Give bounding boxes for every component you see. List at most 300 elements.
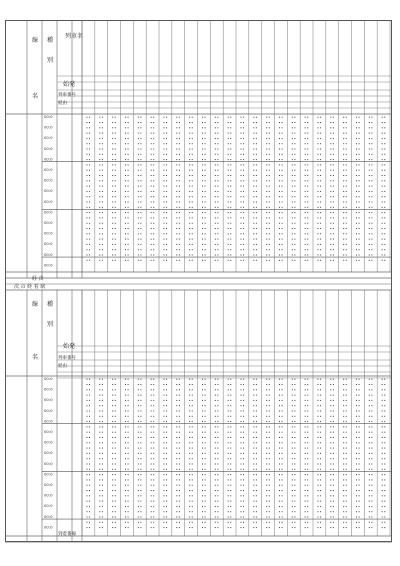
dot-cell [307, 389, 308, 390]
dot-cell [294, 411, 295, 412]
dot-cell [330, 143, 331, 144]
dot-cell [89, 143, 90, 144]
dot-cell [320, 117, 321, 118]
dot-cell [266, 143, 267, 144]
dot-cell [384, 196, 385, 197]
dot-cell [343, 389, 344, 390]
dot-cell [294, 186, 295, 187]
dot-cell [330, 180, 331, 181]
dot-cell [99, 485, 100, 486]
dot-cell [112, 233, 113, 234]
dot-cell [217, 191, 218, 192]
dot-cell [215, 180, 216, 181]
dot-cell [128, 426, 129, 427]
dot-cell [176, 384, 177, 385]
dot-cell [205, 207, 206, 208]
dot-cell [89, 175, 90, 176]
dot-cell [356, 485, 357, 486]
dot-cell [151, 405, 152, 406]
dot-cell [294, 474, 295, 475]
dot-cell [240, 405, 241, 406]
dot-cell [256, 159, 257, 160]
dot-cell [307, 495, 308, 496]
dot-cell [99, 196, 100, 197]
dot-cell [102, 469, 103, 470]
dot-cell [153, 207, 154, 208]
dot-cell [305, 448, 306, 449]
dot-cell [153, 154, 154, 155]
dot-cell [240, 159, 241, 160]
dot-cell [176, 411, 177, 412]
dot-cell [99, 517, 100, 518]
dot-cell [371, 405, 372, 406]
dot-cell [112, 212, 113, 213]
dot-cell [128, 127, 129, 128]
dot-cell [205, 474, 206, 475]
dot-cell [333, 421, 334, 422]
time-label: 00:0 [44, 460, 53, 466]
dot-cell [179, 159, 180, 160]
dot-cell [86, 416, 87, 417]
dot-cell [282, 469, 283, 470]
dot-cell [166, 517, 167, 518]
dot-cell [176, 400, 177, 401]
dot-cell [356, 432, 357, 433]
dot-cell [228, 207, 229, 208]
dot-cell [112, 223, 113, 224]
dot-cell [333, 400, 334, 401]
dot-cell [151, 474, 152, 475]
dot-cell [305, 207, 306, 208]
dot-cell [179, 239, 180, 240]
dot-cell [217, 517, 218, 518]
time-label: 00:0 [44, 524, 53, 530]
dot-cell [253, 458, 254, 459]
dot-cell [292, 384, 293, 385]
dot-cell [320, 495, 321, 496]
dot-cell [343, 180, 344, 181]
dot-cell [230, 453, 231, 454]
dot-cell [163, 260, 164, 261]
dot-cell [153, 400, 154, 401]
dot-cell [192, 196, 193, 197]
dot-cell [125, 485, 126, 486]
dot-cell [330, 400, 331, 401]
dot-cell [359, 138, 360, 139]
dot-cell [266, 228, 267, 229]
dot-cell [320, 426, 321, 427]
dot-cell [86, 395, 87, 396]
dot-cell [166, 154, 167, 155]
dot-cell [125, 416, 126, 417]
dot-cell [307, 249, 308, 250]
dot-cell [112, 400, 113, 401]
dot-cell [99, 405, 100, 406]
dot-cell [320, 228, 321, 229]
dot-cell [320, 506, 321, 507]
dot-cell [320, 511, 321, 512]
dot-cell [256, 437, 257, 438]
dot-cell [189, 117, 190, 118]
dot-cell [115, 202, 116, 203]
dot-cell [176, 170, 177, 171]
dot-cell [292, 400, 293, 401]
dot-cell [192, 255, 193, 256]
dot-cell [243, 448, 244, 449]
dot-cell [256, 501, 257, 502]
dot-cell [292, 453, 293, 454]
dot-cell [179, 117, 180, 118]
dot-cell [192, 474, 193, 475]
dot-cell [205, 437, 206, 438]
dot-cell [269, 495, 270, 496]
dot-cell [115, 249, 116, 250]
dot-cell [125, 196, 126, 197]
dot-cell [282, 437, 283, 438]
dot-cell [205, 400, 206, 401]
dot-cell [346, 260, 347, 261]
dot-cell [343, 117, 344, 118]
dot-cell [102, 196, 103, 197]
dot-cell [215, 432, 216, 433]
dot-cell [240, 186, 241, 187]
dot-cell [292, 212, 293, 213]
dot-cell [371, 138, 372, 139]
dot-cell [86, 233, 87, 234]
dot-cell [230, 212, 231, 213]
dot-cell [215, 186, 216, 187]
dot-cell [384, 175, 385, 176]
dot-cell [294, 469, 295, 470]
dot-cell [217, 196, 218, 197]
dot-cell [192, 223, 193, 224]
dot-cell [253, 405, 254, 406]
dot-cell [189, 495, 190, 496]
dot-cell [230, 138, 231, 139]
dot-cell [266, 395, 267, 396]
dot-cell [138, 164, 139, 165]
dot-cell [202, 411, 203, 412]
dot-cell [307, 223, 308, 224]
dot-cell [230, 127, 231, 128]
dot-cell [330, 379, 331, 380]
dot-cell [320, 384, 321, 385]
dot-cell [102, 458, 103, 459]
dot-cell [215, 228, 216, 229]
dot-cell [305, 255, 306, 256]
dot-cell [163, 122, 164, 123]
dot-cell [205, 180, 206, 181]
dot-cell [371, 474, 372, 475]
dot-cell [307, 501, 308, 502]
dot-cell [371, 164, 372, 165]
dot-cell [320, 175, 321, 176]
dot-cell [163, 506, 164, 507]
dot-cell [140, 379, 141, 380]
dot-cell [317, 228, 318, 229]
dot-cell [253, 416, 254, 417]
dot-cell [102, 202, 103, 203]
dot-cell [320, 127, 321, 128]
dot-cell [256, 207, 257, 208]
dot-cell [256, 479, 257, 480]
dot-cell [89, 411, 90, 412]
dot-cell [333, 149, 334, 150]
dot-cell [330, 442, 331, 443]
dot-cell [279, 400, 280, 401]
dot-cell [102, 149, 103, 150]
dot-cell [215, 143, 216, 144]
dot-cell [359, 117, 360, 118]
dot-cell [151, 442, 152, 443]
dot-cell [343, 164, 344, 165]
dot-cell [330, 522, 331, 523]
dot-cell [346, 138, 347, 139]
dot-cell [371, 522, 372, 523]
dot-cell [215, 260, 216, 261]
dot-cell [179, 149, 180, 150]
dot-cell [128, 511, 129, 512]
dot-cell [202, 517, 203, 518]
dot-cell [128, 464, 129, 465]
dot-cell [240, 432, 241, 433]
dot-cell [128, 432, 129, 433]
dot-cell [359, 416, 360, 417]
dot-cell [215, 133, 216, 134]
dot-cell [192, 421, 193, 422]
dot-cell [305, 389, 306, 390]
dot-cell [253, 511, 254, 512]
dot-cell [279, 223, 280, 224]
dot-cell [384, 511, 385, 512]
dot-cell [253, 432, 254, 433]
dot-cell [320, 501, 321, 502]
dot-cell [189, 122, 190, 123]
dot-cell [140, 432, 141, 433]
dot-cell [330, 149, 331, 150]
dot-cell [99, 411, 100, 412]
dot-cell [163, 527, 164, 528]
dot-cell [166, 196, 167, 197]
dot-cell [153, 426, 154, 427]
dot-cell [279, 186, 280, 187]
dot-cell [102, 143, 103, 144]
dot-cell [179, 464, 180, 465]
dot-cell [253, 170, 254, 171]
dot-cell [253, 191, 254, 192]
dot-cell [356, 249, 357, 250]
dot-cell [343, 474, 344, 475]
dot-cell [317, 249, 318, 250]
dot-cell [205, 127, 206, 128]
dot-cell [384, 127, 385, 128]
dot-cell [317, 175, 318, 176]
dot-cell [384, 239, 385, 240]
dot-cell [243, 122, 244, 123]
dot-cell [176, 249, 177, 250]
dot-cell [138, 170, 139, 171]
dot-cell [343, 170, 344, 171]
dot-cell [305, 474, 306, 475]
dot-cell [371, 506, 372, 507]
dot-cell [112, 239, 113, 240]
dot-cell [307, 143, 308, 144]
dot-cell [307, 186, 308, 187]
dot-cell [384, 458, 385, 459]
dot-cell [176, 464, 177, 465]
dot-cell [330, 217, 331, 218]
dot-cell [371, 479, 372, 480]
dot-cell [356, 448, 357, 449]
dot-cell [176, 212, 177, 213]
dot-cell [86, 511, 87, 512]
dot-cell [240, 474, 241, 475]
dot-cell [359, 180, 360, 181]
dot-cell [282, 389, 283, 390]
dot-cell [102, 411, 103, 412]
dot-cell [369, 495, 370, 496]
dot-cell [292, 228, 293, 229]
dot-cell [256, 432, 257, 433]
dot-cell [320, 464, 321, 465]
time-label: 00:0 [44, 145, 53, 151]
dot-cell [243, 426, 244, 427]
dot-cell [192, 164, 193, 165]
line-label: 線 [32, 37, 39, 44]
dot-cell [292, 117, 293, 118]
dot-cell [333, 249, 334, 250]
dot-cell [166, 138, 167, 139]
dot-cell [128, 485, 129, 486]
dot-cell [346, 228, 347, 229]
dot-cell [217, 453, 218, 454]
dot-cell [205, 122, 206, 123]
dot-cell [333, 495, 334, 496]
dot-cell [112, 164, 113, 165]
dot-cell [294, 501, 295, 502]
dot-cell [279, 379, 280, 380]
dot-cell [228, 479, 229, 480]
dot-cell [228, 239, 229, 240]
dot-cell [294, 149, 295, 150]
dot-cell [343, 400, 344, 401]
dot-cell [99, 432, 100, 433]
dot-cell [115, 511, 116, 512]
dot-cell [253, 212, 254, 213]
dot-cell [343, 511, 344, 512]
dot-cell [125, 511, 126, 512]
dot-cell [217, 416, 218, 417]
dot-cell [282, 228, 283, 229]
dot-cell [163, 233, 164, 234]
dot-cell [179, 180, 180, 181]
dot-cell [282, 485, 283, 486]
dot-cell [266, 442, 267, 443]
dot-cell [128, 143, 129, 144]
dot-cell [305, 133, 306, 134]
dot-cell [371, 453, 372, 454]
dot-cell [202, 239, 203, 240]
dot-cell [382, 170, 383, 171]
dot-cell [230, 233, 231, 234]
dot-cell [346, 442, 347, 443]
dot-cell [215, 379, 216, 380]
dot-cell [371, 448, 372, 449]
dot-cell [279, 249, 280, 250]
dot-cell [205, 458, 206, 459]
dot-cell [179, 479, 180, 480]
dot-cell [202, 527, 203, 528]
dot-cell [333, 453, 334, 454]
dot-cell [115, 474, 116, 475]
dot-cell [89, 239, 90, 240]
dot-cell [189, 143, 190, 144]
dot-cell [305, 223, 306, 224]
dot-cell [256, 186, 257, 187]
dot-cell [320, 223, 321, 224]
dot-cell [138, 432, 139, 433]
dot-cell [99, 495, 100, 496]
dot-cell [343, 416, 344, 417]
dot-cell [305, 506, 306, 507]
dot-cell [99, 217, 100, 218]
dot-cell [138, 249, 139, 250]
dot-cell [151, 389, 152, 390]
dot-cell [128, 154, 129, 155]
dot-cell [343, 202, 344, 203]
dot-cell [230, 170, 231, 171]
dot-cell [153, 170, 154, 171]
dot-cell [356, 426, 357, 427]
dot-cell [346, 175, 347, 176]
dot-cell [305, 522, 306, 523]
dot-cell [294, 395, 295, 396]
dot-cell [112, 511, 113, 512]
dot-cell [243, 522, 244, 523]
dot-cell [138, 196, 139, 197]
dot-cell [140, 180, 141, 181]
dot-cell [371, 233, 372, 234]
dot-cell [192, 180, 193, 181]
dot-cell [112, 217, 113, 218]
dot-cell [243, 501, 244, 502]
dot-cell [320, 411, 321, 412]
dot-cell [215, 495, 216, 496]
dot-cell [359, 384, 360, 385]
dot-cell [384, 517, 385, 518]
dot-cell [292, 490, 293, 491]
dot-cell [86, 133, 87, 134]
dot-cell [371, 469, 372, 470]
dot-cell [384, 249, 385, 250]
dot-cell [228, 186, 229, 187]
dot-cell [112, 448, 113, 449]
dot-cell [356, 149, 357, 150]
dot-cell [112, 490, 113, 491]
dot-cell [151, 180, 152, 181]
dot-cell [153, 464, 154, 465]
dot-cell [269, 217, 270, 218]
dot-cell [179, 405, 180, 406]
dot-cell [292, 421, 293, 422]
dot-cell [189, 180, 190, 181]
dot-cell [369, 154, 370, 155]
dot-cell [292, 506, 293, 507]
dot-cell [89, 442, 90, 443]
time-label: 00:0 [44, 482, 53, 487]
dot-cell [269, 233, 270, 234]
dot-cell [359, 405, 360, 406]
